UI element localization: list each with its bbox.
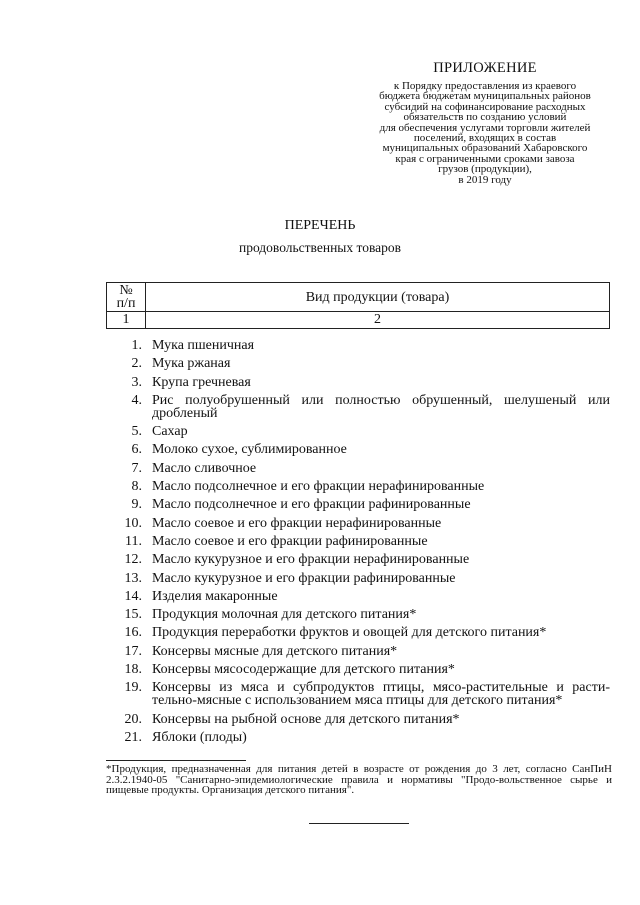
appendix-line: грузов (продукции),	[438, 163, 532, 176]
list-item	[106, 553, 610, 566]
list-item	[106, 645, 610, 658]
item-name: Продукция молочная для детского питания*	[152, 607, 417, 623]
item-number: 20.	[124, 711, 142, 727]
num-header-symbol: №	[119, 283, 133, 298]
list-item	[106, 376, 610, 389]
item-number: 3.	[131, 374, 142, 390]
item-number: 15.	[124, 607, 142, 623]
item-name: Яблоки (плоды)	[152, 729, 247, 745]
item-name: Рис полуобрушенный или полностью обрушенный, шелушеный или дробленый	[152, 392, 610, 421]
item-number: 17.	[124, 643, 142, 659]
item-number: 18.	[124, 662, 142, 678]
item-name: Консервы мясные для детского питания*	[152, 643, 398, 659]
appendix-line: муниципальных образований Хабаровского	[382, 142, 588, 155]
item-number: 10.	[124, 515, 142, 531]
item-number: 8.	[131, 479, 142, 495]
appendix-block	[350, 60, 620, 185]
products-list	[106, 339, 610, 749]
item-name: Мука пшеничная	[152, 338, 255, 353]
appendix-line: поселений, входящих в состав	[413, 132, 557, 145]
appendix-line: к Порядку предоставления из краевого	[393, 80, 577, 92]
item-name: Мука ржаная	[152, 356, 231, 372]
list-item	[106, 357, 610, 370]
item-name: Масло соевое и его фракции рафинированные	[152, 533, 428, 549]
list-item	[106, 517, 610, 530]
item-name: Масло подсолнечное и его фракции нерафинированные	[152, 479, 485, 495]
item-name: Масло кукурузное и его фракции рафинированные	[152, 570, 456, 586]
item-name: Масло подсолнечное и его фракции рафинированные	[152, 497, 471, 513]
list-item	[106, 713, 610, 726]
item-number: 2.	[131, 356, 142, 372]
item-number: 12.	[124, 552, 142, 568]
item-name: Сахар	[152, 424, 188, 440]
name-column-header: Вид продукции (товара)	[146, 283, 610, 312]
appendix-title: ПРИЛОЖЕНИЕ	[433, 60, 537, 76]
item-name: Консервы из мяса и субпродуктов птицы, мясо-растительные и расти-тельно-мясные с использованием мяса птицы для детского питания*	[152, 680, 610, 709]
list-item	[106, 425, 610, 438]
item-name: Консервы мясосодержащие для детского питания*	[152, 662, 455, 678]
list-item	[106, 626, 610, 639]
list-item	[106, 394, 610, 420]
list-item	[106, 462, 610, 475]
list-subtitle: продовольственных товаров	[238, 240, 402, 255]
item-number: 6.	[131, 442, 142, 458]
num-column-header	[107, 283, 146, 312]
appendix-line: для обеспечения услугами торговли жителей	[379, 121, 591, 134]
list-item	[106, 590, 610, 603]
list-item	[106, 572, 610, 585]
item-number: 14.	[124, 588, 142, 604]
item-number: 1.	[131, 338, 142, 353]
list-item	[106, 731, 610, 744]
item-name: Масло соевое и его фракции нерафинированные	[152, 515, 442, 531]
list-item	[106, 480, 610, 493]
item-number: 4.	[131, 392, 142, 408]
item-number: 19.	[124, 680, 142, 696]
item-number: 13.	[124, 570, 142, 586]
item-number: 9.	[131, 497, 142, 513]
item-name: Изделия макаронные	[152, 588, 278, 604]
item-name: Продукция переработки фруктов и овощей для детского питания*	[152, 625, 547, 641]
list-item	[106, 339, 610, 352]
list-item	[106, 443, 610, 456]
item-name: Масло сливочное	[152, 460, 257, 476]
item-number: 5.	[131, 424, 142, 440]
appendix-line: обязательств по созданию условий	[403, 111, 567, 124]
num-header-abbrev: п/п	[116, 296, 136, 311]
appendix-line: субсидий на софинансирование расходных	[384, 100, 586, 113]
appendix-line: в 2019 году	[458, 173, 512, 186]
item-number: 7.	[131, 460, 142, 476]
list-item	[106, 663, 610, 676]
item-number: 11.	[125, 533, 142, 549]
appendix-line: бюджета бюджетам муниципальных районов	[379, 90, 591, 103]
col2-index: 2	[146, 312, 610, 329]
list-title: ПЕРЕЧЕНЬ	[284, 218, 356, 233]
footnote-divider	[106, 760, 246, 761]
list-item	[106, 681, 610, 707]
appendix-line: края с ограниченными сроками завоза	[395, 152, 575, 165]
footnote: *Продукция, предназначенная для питания детей в возрасте от рождения до 3 лет, согласно СанПиН 2.3.2.1940-05 "Санитарно-эпидемиологические правила и нормативы "Продо-вольственное сырье и пищевые продукты. Организация детского питания".	[106, 763, 612, 796]
end-divider	[309, 823, 409, 824]
list-item	[106, 608, 610, 621]
item-name: Консервы на рыбной основе для детского питания*	[152, 711, 460, 727]
item-number: 16.	[124, 625, 142, 641]
item-name: Масло кукурузное и его фракции нерафинированные	[152, 552, 470, 568]
list-item	[106, 498, 610, 511]
item-name: Крупа гречневая	[152, 374, 251, 390]
item-number: 21.	[124, 729, 142, 745]
list-item	[106, 535, 610, 548]
col1-index: 1	[107, 312, 146, 329]
item-name: Молоко сухое, сублимированное	[152, 442, 347, 458]
products-table-header	[106, 282, 610, 329]
